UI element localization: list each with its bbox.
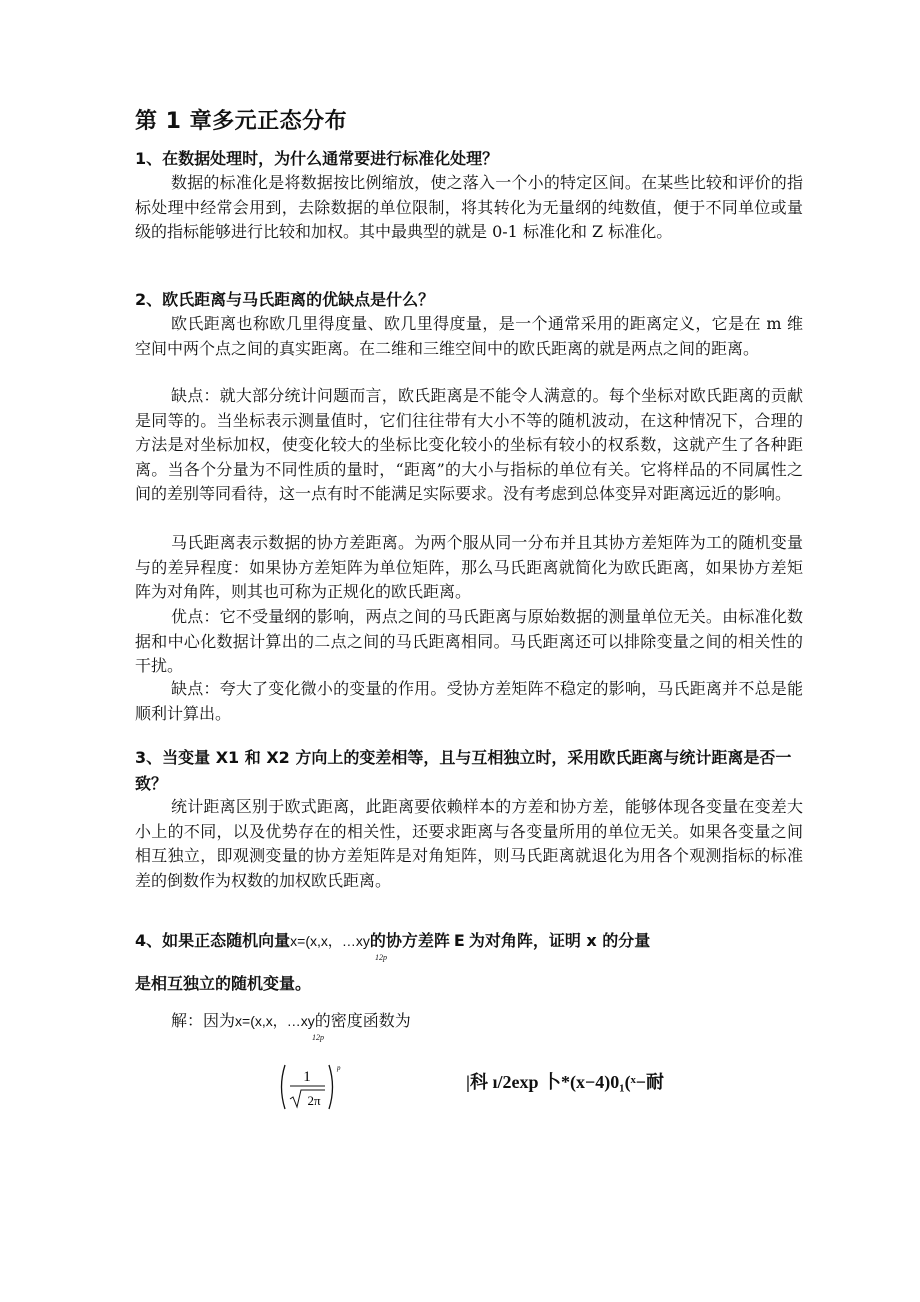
question-4-sigma: E [453,931,465,950]
question-4-text-b: 的协方差阵 [369,931,450,950]
question-4-vector: x=(x,x，…xy [290,933,370,949]
question-1: 1、在数据处理时，为什么通常要进行标准化处理？ [135,149,499,168]
question-4-line-1 [135,928,650,951]
chapter-title: 第 1 章多元正态分布 [135,109,348,134]
answer-2-paragraph-2: 缺点：就大部分统计问题而言，欧氏距离是不能令人满意的。每个坐标对欧氏距离的贡献是同等的。当坐标表示测量值时，它们往往带有大小不等的随机波动，在这种情况下，合理的方法是对坐标加权，使变化较大的坐标比变化较小的坐标有较小的权系数，这就产生了各种距离。当各个分量为不同性质的量时，“距离”的大小与指标的单位有关。它将样品的不同属性之间的差别等同看待，这一点有时不能满足实际要求。没有考虑到总体变异对距离远近的影响。 [135,386,803,504]
normalization-constant-formula [277,1062,343,1112]
solution-subscript: 12p [312,1033,324,1042]
solution-line [171,1008,411,1031]
question-4-line-2: 是相互独立的随机变量。 [135,974,312,993]
question-4-subscript: 12p [375,953,387,962]
left-paren [282,1065,286,1109]
solution-text-b: 的密度函数为 [314,1011,411,1030]
answer-2-paragraph-4: 优点：它不受量纲的影响，两点之间的马氏距离与原始数据的测量单位无关。由标准化数据和中心化数据计算出的二点之间的马氏距离相同。马氏距离还可以排除变量之间的相关性的干扰。 [135,607,803,676]
answer-3-paragraph: 统计距离区别于欧式距离，此距离要依赖样本的方差和协方差，能够体现各变量在变差大小上的不同，以及优势存在的相关性，还要求距离与各变量所用的单位无关。如果各变量之间相互独立，即观测变量的协方差矩阵是对角矩阵，则马氏距离就退化为用各个观测指标的标准差的倒数作为权数的加权欧氏距离。 [135,797,803,890]
solution-text-a: 解：因为 [171,1011,236,1030]
solution-vector: x=(x,x，…xy [235,1013,315,1029]
question-3: 3、当变量 X1 和 X2 方向上的变差相等，且与互相独立时，采用欧氏距离与统计距离是否一致？ [135,748,792,793]
question-2: 2、欧氏距离与马氏距离的优缺点是什么？ [135,290,435,309]
answer-2-paragraph-5: 缺点：夸大了变化微小的变量的作用。受协方差矩阵不稳定的影响，马氏距离并不总是能顺利计算出。 [135,679,803,723]
density-exponent-formula: |科 ı/2exp 卜*(x−4)0₁(ˣ−耐 [466,1072,665,1092]
fraction-numerator: 1 [303,1069,311,1085]
answer-2-paragraph-3: 马氏距离表示数据的协方差距离。为两个服从同一分布并且其协方差矩阵为工的随机变量与的差异程度：如果协方差矩阵为单位矩阵，那么马氏距离就简化为欧氏距离，如果协方差矩阵为对角阵，则其也可称为正规化的欧氏距离。 [135,533,803,602]
power-exponent: p [337,1064,341,1072]
question-4-text-c: 为对角阵，证明 x 的分量 [468,931,651,950]
sqrt-radicand: 2π [307,1093,321,1108]
answer-1-paragraph: 数据的标准化是将数据按比例缩放，使之落入一个小的特定区间。在某些比较和评价的指标处理中经常会用到，去除数据的单位限制，将其转化为无量纲的纯数值，便于不同单位或量级的指标能够进行比较和加权。其中最典型的就是 0-1 标准化和 Z 标准化。 [135,173,803,242]
right-paren [329,1065,333,1109]
answer-2-paragraph-1: 欧氏距离也称欧几里得度量、欧几里得度量，是一个通常采用的距离定义，它是在 m 维空间中两个点之间的真实距离。在二维和三维空间中的欧氏距离的就是两点之间的距离。 [135,314,803,358]
question-4-text-a: 4、如果正态随机向量 [135,931,291,950]
